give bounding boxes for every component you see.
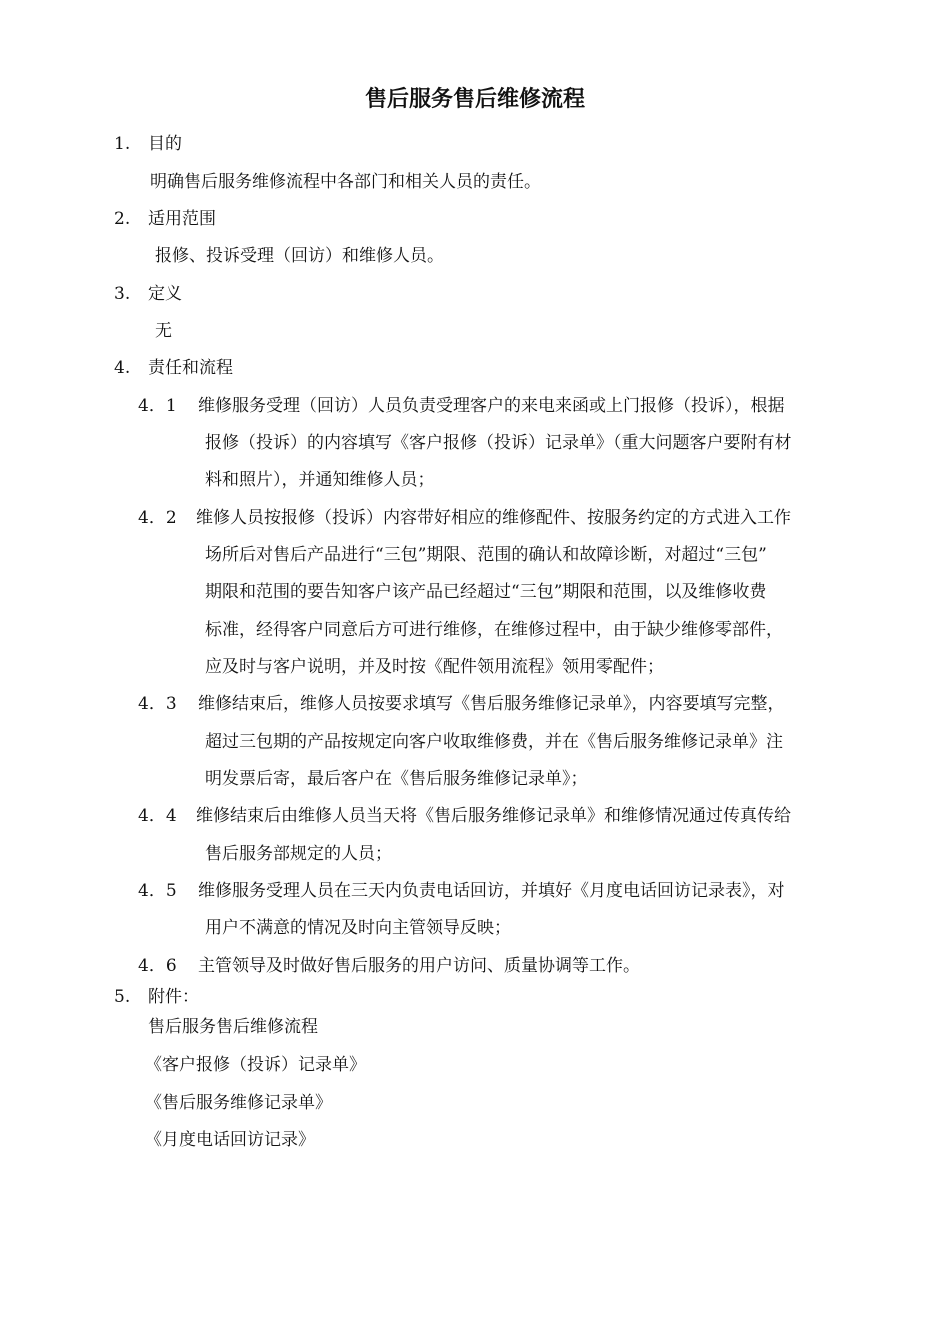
section-heading: 目的 <box>148 134 182 154</box>
step-line: 用户不满意的情况及时向主管领导反映； <box>205 918 511 938</box>
step-number: 4．6 <box>138 956 177 976</box>
attachment-item: 售后服务售后维修流程 <box>148 1017 318 1037</box>
step-line: 售后服务部规定的人员； <box>205 844 392 864</box>
attachment-item: 《月度电话回访记录》 <box>145 1130 315 1150</box>
document-title: 售后服务售后维修流程 <box>364 87 585 112</box>
attachment-item: 《售后服务维修记录单》 <box>145 1093 332 1113</box>
section-body: 无 <box>155 321 172 341</box>
step-number: 4．4 <box>138 806 177 826</box>
step-line: 场所后对售后产品进行“三包”期限、范围的确认和故障诊断，对超过“三包” <box>205 545 767 565</box>
step-number: 4．5 <box>138 881 177 901</box>
step-line: 期限和范围的要告知客户该产品已经超过“三包”期限和范围，以及维修收费 <box>205 582 767 602</box>
step-line: 标准，经得客户同意后方可进行维修，在维修过程中，由于缺少维修零部件， <box>205 620 783 640</box>
step-line: 维修服务受理人员在三天内负责电话回访，并填好《月度电话回访记录表》，对 <box>198 881 785 901</box>
step-line: 应及时与客户说明，并及时按《配件领用流程》领用零配件； <box>205 657 664 677</box>
section-heading: 责任和流程 <box>148 358 233 378</box>
attachment-item: 《客户报修（投诉）记录单》 <box>145 1055 366 1075</box>
step-line: 超过三包期的产品按规定向客户收取维修费，并在《售后服务维修记录单》注 <box>205 732 783 752</box>
step-line: 维修结束后由维修人员当天将《售后服务维修记录单》和维修情况通过传真传给 <box>196 806 791 826</box>
step-number: 4．3 <box>138 694 177 714</box>
step-line: 报修（投诉）的内容填写《客户报修（投诉）记录单》（重大问题客户要附有材 <box>205 433 792 453</box>
section-heading: 附件： <box>148 987 199 1007</box>
section-body: 报修、投诉受理（回访）和维修人员。 <box>155 246 444 266</box>
section-body: 明确售后服务维修流程中各部门和相关人员的责任。 <box>150 172 541 192</box>
section-heading: 适用范围 <box>148 209 216 229</box>
section-number: 1. <box>114 134 131 154</box>
step-line: 主管领导及时做好售后服务的用户访问、质量协调等工作。 <box>198 956 640 976</box>
step-line: 明发票后寄，最后客户在《售后服务维修记录单》； <box>205 769 588 789</box>
step-line: 维修结束后，维修人员按要求填写《售后服务维修记录单》，内容要填写完整， <box>198 694 785 714</box>
step-line: 料和照片），并通知维修人员； <box>205 470 435 490</box>
step-line: 维修人员按报修（投诉）内容带好相应的维修配件、按服务约定的方式进入工作 <box>196 508 791 528</box>
step-number: 4．1 <box>138 396 177 416</box>
section-heading: 定义 <box>148 284 182 304</box>
step-line: 维修服务受理（回访）人员负责受理客户的来电来函或上门报修（投诉），根据 <box>198 396 785 416</box>
section-number: 2. <box>114 209 131 229</box>
section-number: 5. <box>114 987 131 1007</box>
step-number: 4．2 <box>138 508 177 528</box>
section-number: 3. <box>114 284 131 304</box>
section-number: 4. <box>114 358 131 378</box>
